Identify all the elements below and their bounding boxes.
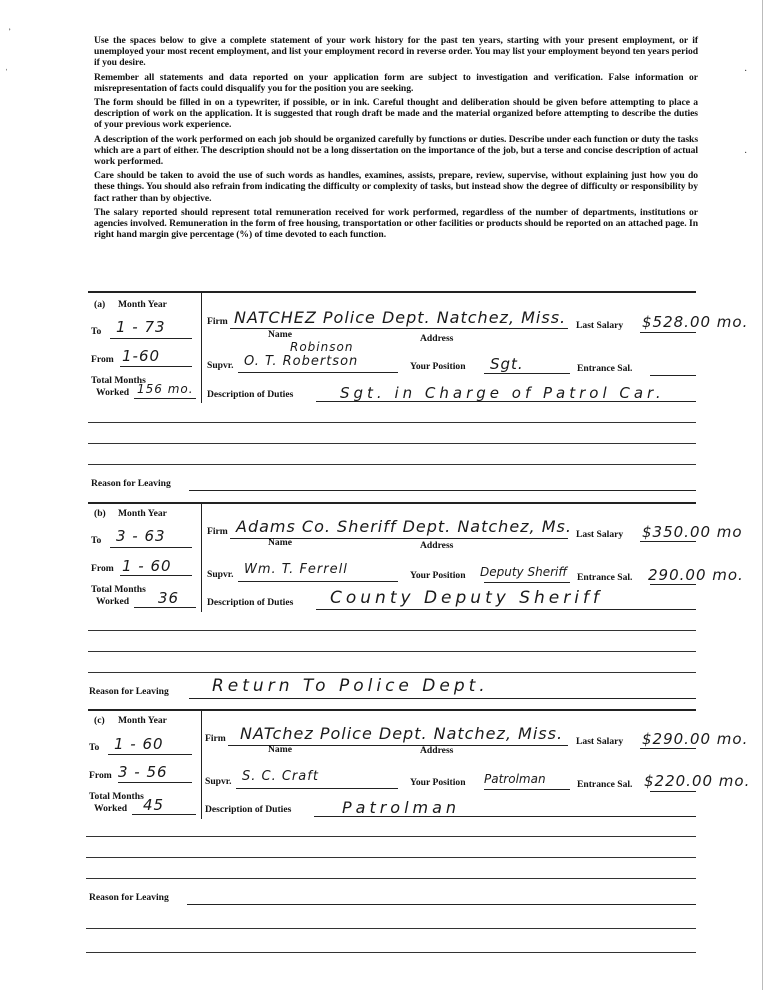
description-line[interactable] xyxy=(86,836,696,837)
reason-field[interactable] xyxy=(189,490,696,491)
supervisor-value: S. C. Craft xyxy=(242,769,319,784)
to-field[interactable] xyxy=(108,754,192,755)
from-value: 3 - 56 xyxy=(118,763,168,781)
reason-field[interactable] xyxy=(187,904,696,905)
position-value: Deputy Sheriff xyxy=(480,565,567,579)
name-caption: Name xyxy=(268,329,292,340)
name-caption: Name xyxy=(268,537,292,548)
supervisor-label: Supvr. xyxy=(207,360,234,371)
column-divider xyxy=(201,293,202,403)
month-year-label: Month Year xyxy=(118,299,167,310)
description-label: Description of Duties xyxy=(207,389,294,400)
reason-value: Return To Police Dept. xyxy=(212,676,489,696)
firm-label: Firm xyxy=(207,316,228,327)
to-label: To xyxy=(91,535,102,546)
instruction-paragraph: Care should be taken to avoid the use of such words as handles, examines, assists, prepare, review, supervise, without explaining just how you do these things. You should also refrain from indicating the difficulty or complexity of tasks, but instead show the degree of difficulty or responsibility by fact rather than by objective. xyxy=(94,170,698,204)
section-divider xyxy=(88,709,696,711)
instruction-paragraph: A description of the work performed on each job should be organized carefully by functions or duties. Describe under each function or duty the tasks which are a part of either. The description should not be a long dissertation on the importance of the job, but a terse and concise description of actual work performed. xyxy=(94,133,698,168)
instruction-paragraph: The form should be filled in on a typewriter, if possible, or in ink. Careful thought and deliberation should be given before attempting to place a description of work on the application. It is suggested that rough draft be made and the material organized before attempting to describe the duties of your previous work experience. xyxy=(94,97,698,131)
entrance-salary-label: Entrance Sal. xyxy=(577,779,633,790)
to-field[interactable] xyxy=(110,338,192,339)
firm-value: NATCHEZ Police Dept. Natchez, Miss. xyxy=(234,308,567,327)
position-label: Your Position xyxy=(410,361,466,372)
reason-label: Reason for Leaving xyxy=(91,478,171,489)
supervisor-field[interactable] xyxy=(238,581,398,582)
worked-field[interactable] xyxy=(134,607,196,608)
worked-label: Worked xyxy=(96,596,130,607)
instruction-paragraph: Use the spaces below to give a complete statement of your work history for the past ten years, starting with your present employment, or if unemployed your most recent employment, and list your employment record in reverse order. You may list your employment beyond ten years period if you desire. xyxy=(94,35,698,69)
description-line[interactable] xyxy=(88,464,696,465)
margin-mark: · xyxy=(744,66,748,77)
section-divider xyxy=(88,502,696,504)
position-field[interactable] xyxy=(484,582,570,583)
description-line[interactable] xyxy=(88,443,696,444)
from-value: 1 - 60 xyxy=(122,557,172,575)
instruction-paragraph: Remember all statements and data reported on your application form are subject to investigation and verification. False information or misrepresentation of facts could disqualify you for the position you are seeking. xyxy=(94,71,698,94)
firm-value: NATchez Police Dept. Natchez, Miss. xyxy=(240,724,564,743)
position-field[interactable] xyxy=(484,789,570,790)
last-salary-label: Last Salary xyxy=(576,529,624,540)
reason-label: Reason for Leaving xyxy=(89,892,169,903)
description-value: County Deputy Sheriff xyxy=(330,588,603,608)
month-year-label: Month Year xyxy=(118,508,167,519)
to-value: 3 - 63 xyxy=(116,527,166,545)
last-salary-value: $350.00 mo xyxy=(642,523,743,541)
from-field[interactable] xyxy=(120,366,192,367)
to-value: 1 - 73 xyxy=(116,318,166,336)
worked-field[interactable] xyxy=(132,814,196,815)
from-label: From xyxy=(91,354,114,365)
description-label: Description of Duties xyxy=(205,804,292,815)
to-label: To xyxy=(89,742,100,753)
position-value: Patrolman xyxy=(484,772,546,786)
worked-value: 45 xyxy=(143,796,165,814)
supervisor-field[interactable] xyxy=(236,788,398,789)
supervisor-label: Supvr. xyxy=(207,569,234,580)
margin-mark: ˈ xyxy=(5,68,9,79)
supervisor-value: O. T. Robertson xyxy=(244,354,359,369)
description-line[interactable] xyxy=(86,857,696,858)
last-salary-field[interactable] xyxy=(640,748,696,749)
position-label: Your Position xyxy=(410,570,466,581)
description-line[interactable] xyxy=(88,651,696,652)
instructions-block xyxy=(94,35,698,243)
from-field[interactable] xyxy=(118,782,192,783)
worked-label: Worked xyxy=(96,387,130,398)
position-label: Your Position xyxy=(410,777,466,788)
margin-mark: ᾿ xyxy=(8,28,12,39)
worked-field[interactable] xyxy=(134,398,196,399)
to-label: To xyxy=(91,326,102,337)
worked-value: 36 xyxy=(158,589,180,607)
supervisor-label: Supvr. xyxy=(205,776,232,787)
section-divider xyxy=(88,291,696,293)
column-divider xyxy=(201,504,202,612)
supervisor-value: Wm. T. Ferrell xyxy=(244,562,348,577)
job-letter: (c) xyxy=(94,715,105,726)
entrance-salary-label: Entrance Sal. xyxy=(577,572,633,583)
from-label: From xyxy=(89,770,112,781)
entrance-salary-field[interactable] xyxy=(650,375,696,376)
description-value: Sgt. in Charge of Patrol Car. xyxy=(340,384,665,402)
position-field[interactable] xyxy=(484,373,570,374)
address-caption: Address xyxy=(420,540,454,551)
address-caption: Address xyxy=(420,333,454,344)
description-line[interactable] xyxy=(88,630,696,631)
column-divider xyxy=(201,711,202,819)
worked-label: Worked xyxy=(94,803,128,814)
description-field[interactable] xyxy=(316,609,696,610)
description-line[interactable] xyxy=(88,422,696,423)
instruction-paragraph: The salary reported should represent total remuneration received for work performed, regardless of the number of departments, institutions or agencies involved. Remuneration in the form of free housing, transportation or other facilities or products should be reported on an attached page. In right hand margin give percentage (%) of time devoted to each function. xyxy=(94,206,698,241)
extra-line[interactable] xyxy=(86,928,696,929)
firm-label: Firm xyxy=(207,526,228,537)
last-salary-field[interactable] xyxy=(640,332,696,333)
firm-label: Firm xyxy=(205,733,226,744)
last-salary-value: $290.00 mo. xyxy=(642,730,749,748)
supervisor-field[interactable] xyxy=(238,372,398,373)
entrance-salary-label: Entrance Sal. xyxy=(577,363,633,374)
month-year-label: Month Year xyxy=(118,715,167,726)
position-value: Sgt. xyxy=(490,355,524,373)
last-salary-label: Last Salary xyxy=(576,736,624,747)
address-caption: Address xyxy=(420,745,454,756)
last-salary-label: Last Salary xyxy=(576,320,624,331)
to-field[interactable] xyxy=(110,547,192,548)
supervisor-note: Robinson xyxy=(290,340,354,354)
total-months-label: Total Months xyxy=(91,375,146,386)
extra-line[interactable] xyxy=(86,952,696,953)
from-field[interactable] xyxy=(120,575,192,576)
description-line[interactable] xyxy=(88,672,696,673)
entrance-salary-field[interactable] xyxy=(650,584,696,585)
margin-mark: · xyxy=(744,148,748,159)
description-value: Patrolman xyxy=(342,798,461,817)
description-line[interactable] xyxy=(86,878,696,879)
total-months-label: Total Months xyxy=(89,791,144,802)
total-months-label: Total Months xyxy=(91,584,146,595)
reason-label: Reason for Leaving xyxy=(89,686,169,697)
from-label: From xyxy=(91,563,114,574)
last-salary-field[interactable] xyxy=(640,541,696,542)
job-letter: (b) xyxy=(94,508,106,519)
reason-field[interactable] xyxy=(189,698,696,699)
to-value: 1 - 60 xyxy=(114,735,164,753)
worked-value: 156 mo. xyxy=(137,382,194,396)
job-letter: (a) xyxy=(94,299,106,310)
description-label: Description of Duties xyxy=(207,597,294,608)
from-value: 1-60 xyxy=(122,347,161,365)
entrance-salary-value: $220.00 mo. xyxy=(644,772,751,790)
last-salary-value: $528.00 mo. xyxy=(642,313,749,331)
firm-value: Adams Co. Sheriff Dept. Natchez, Ms. xyxy=(236,517,572,536)
entrance-salary-field[interactable] xyxy=(650,791,696,792)
entrance-salary-value: 290.00 mo. xyxy=(648,566,744,584)
name-caption: Name xyxy=(268,744,292,755)
